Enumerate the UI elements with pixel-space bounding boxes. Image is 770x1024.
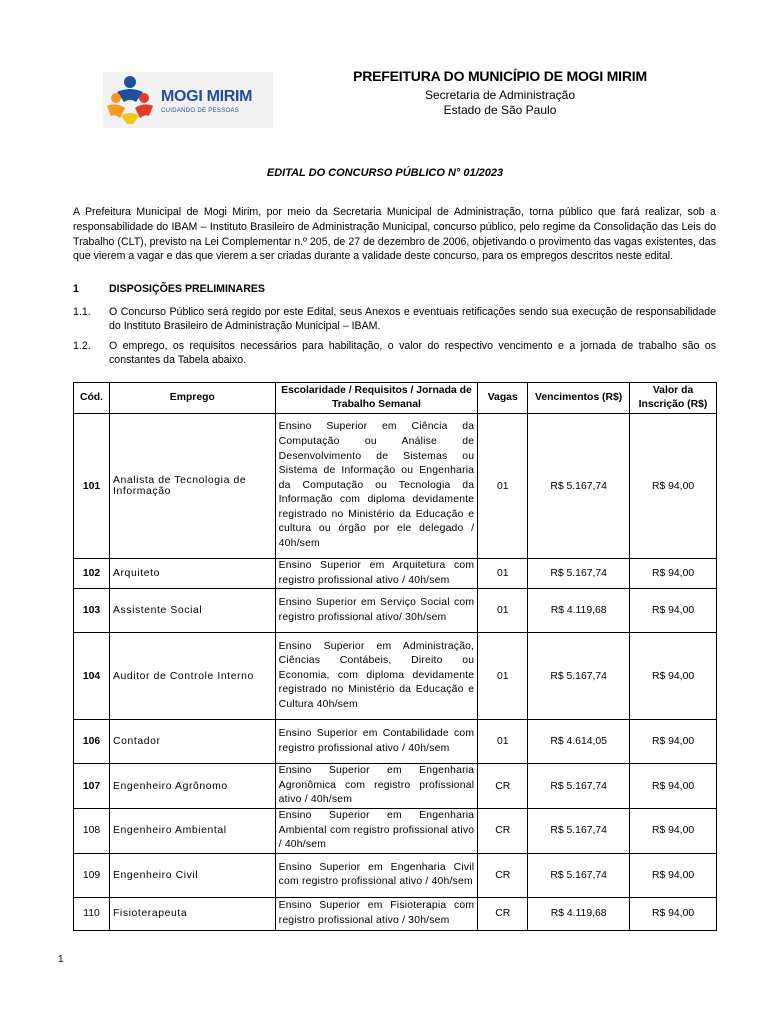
cell-emprego: Analista de Tecnologia de Informação bbox=[109, 414, 275, 559]
col-header-escolaridade: Escolaridade / Requisitos / Jornada de Trabalho Semanal bbox=[275, 383, 478, 414]
intro-paragraph: A Prefeitura Municipal de Mogi Mirim, por meio da Secretaria Municipal de Administração, torna público que fará realizar, sob a responsabilidade do IBAM – Instituto Brasileiro de Administração Municipal, concurso público, pelo regime da Consolidação das Leis do Trabalho (CLT), previsto na Lei Complementar n.º 205, de 27 de dezembro de 2006, objetivando o provimento das vagas existentes, das que vierem a vagar e das que vierem a ser criadas durante a validade deste concurso, para os empregos descritos neste edital. bbox=[73, 206, 716, 263]
cell-inscricao: R$ 94,00 bbox=[630, 414, 717, 559]
cell-code: 104 bbox=[74, 633, 110, 720]
cell-escolaridade: Ensino Superior em Administração, Ciências Contábeis, Direito ou Economia, com diploma devidamente registrado no Ministério da Educação e Cultura 40h/sem bbox=[275, 633, 478, 720]
cell-emprego: Fisioterapeuta bbox=[109, 897, 275, 930]
header-title: PREFEITURA DO MUNICÍPIO DE MOGI MIRIM bbox=[353, 68, 647, 84]
cell-code: 108 bbox=[74, 808, 110, 853]
logo-name: MOGI MIRIM bbox=[161, 88, 253, 105]
cell-inscricao: R$ 94,00 bbox=[630, 589, 717, 633]
col-header-vagas: Vagas bbox=[478, 383, 528, 414]
table-row bbox=[74, 853, 717, 897]
table-row bbox=[74, 897, 717, 930]
col-header-vencimentos: Vencimentos (R$) bbox=[528, 383, 630, 414]
cell-vagas: 01 bbox=[478, 633, 528, 720]
table-row bbox=[74, 559, 717, 589]
cell-vagas: 01 bbox=[478, 414, 528, 559]
cell-vagas: 01 bbox=[478, 559, 528, 589]
table-row bbox=[74, 808, 717, 853]
cell-vagas: 01 bbox=[478, 720, 528, 764]
cell-escolaridade: Ensino Superior em Ciência da Computação ou Análise de Desenvolvimento de Sistemas ou Sistema de Informação ou Engenharia da Computação ou Tecnologia da Informação com diploma devidamente registrado no Ministério da Educação e cultura ou órgão por ele delegado / 40h/sem bbox=[275, 414, 478, 559]
table-row bbox=[74, 589, 717, 633]
cell-escolaridade: Ensino Superior em Engenharia Ambiental com registro profissional ativo / 40h/sem bbox=[275, 808, 478, 853]
cell-vencimentos: R$ 4.614,05 bbox=[528, 720, 630, 764]
cell-vagas: CR bbox=[478, 853, 528, 897]
cell-code: 101 bbox=[74, 414, 110, 559]
cell-vagas: 01 bbox=[478, 589, 528, 633]
col-header-emprego: Emprego bbox=[109, 383, 275, 414]
cell-emprego: Engenheiro Agrônomo bbox=[109, 764, 275, 809]
edital-title: EDITAL DO CONCURSO PÚBLICO N° 01/2023 bbox=[266, 167, 504, 179]
item-1-1 bbox=[73, 305, 716, 334]
cell-inscricao: R$ 94,00 bbox=[630, 853, 717, 897]
municipality-logo bbox=[103, 72, 273, 128]
cell-code: 103 bbox=[74, 589, 110, 633]
table-row bbox=[74, 764, 717, 809]
page-number: 1 bbox=[58, 954, 64, 965]
cell-emprego: Contador bbox=[109, 720, 275, 764]
cell-emprego: Assistente Social bbox=[109, 589, 275, 633]
cell-vencimentos: R$ 5.167,74 bbox=[528, 764, 630, 809]
cell-vencimentos: R$ 5.167,74 bbox=[528, 633, 630, 720]
cell-vagas: CR bbox=[478, 764, 528, 809]
logo-tagline: CUIDANDO DE PESSOAS bbox=[161, 108, 240, 114]
cell-emprego: Engenheiro Civil bbox=[109, 853, 275, 897]
cell-inscricao: R$ 94,00 bbox=[630, 764, 717, 809]
cell-emprego: Auditor de Controle Interno bbox=[109, 633, 275, 720]
cell-inscricao: R$ 94,00 bbox=[630, 633, 717, 720]
cell-code: 109 bbox=[74, 853, 110, 897]
cell-code: 107 bbox=[74, 764, 110, 809]
cell-escolaridade: Ensino Superior em Arquitetura com registro profissional ativo / 40h/sem bbox=[275, 559, 478, 589]
cell-inscricao: R$ 94,00 bbox=[630, 559, 717, 589]
cell-vencimentos: R$ 5.167,74 bbox=[528, 559, 630, 589]
item-1-2 bbox=[73, 339, 716, 368]
section-number: 1 bbox=[73, 283, 79, 295]
cell-vencimentos: R$ 5.167,74 bbox=[528, 414, 630, 559]
table-row bbox=[74, 633, 717, 720]
cell-emprego: Arquiteto bbox=[109, 559, 275, 589]
jobs-table bbox=[73, 382, 717, 931]
cell-escolaridade: Ensino Superior em Engenharia Civil com registro profissional ativo / 40h/sem bbox=[275, 853, 478, 897]
header-department: Secretaria de Administração bbox=[424, 88, 576, 102]
cell-inscricao: R$ 94,00 bbox=[630, 808, 717, 853]
table-row bbox=[74, 720, 717, 764]
item-number: 1.1. bbox=[73, 306, 91, 318]
cell-vagas: CR bbox=[478, 897, 528, 930]
cell-vagas: CR bbox=[478, 808, 528, 853]
cell-escolaridade: Ensino Superior em Contabilidade com registro profissional ativo / 40h/sem bbox=[275, 720, 478, 764]
cell-emprego: Engenheiro Ambiental bbox=[109, 808, 275, 853]
cell-inscricao: R$ 94,00 bbox=[630, 720, 717, 764]
cell-vencimentos: R$ 4.119,68 bbox=[528, 589, 630, 633]
cell-vencimentos: R$ 4.119,68 bbox=[528, 897, 630, 930]
col-header-code: Cód. bbox=[74, 383, 110, 414]
table-header-row bbox=[74, 383, 717, 414]
section-title: DISPOSIÇÕES PRELIMINARES bbox=[109, 283, 265, 295]
cell-escolaridade: Ensino Superior em Fisioterapia com registro profissional ativo / 30h/sem bbox=[275, 897, 478, 930]
cell-vencimentos: R$ 5.167,74 bbox=[528, 853, 630, 897]
document-header bbox=[300, 68, 700, 117]
cell-code: 102 bbox=[74, 559, 110, 589]
cell-inscricao: R$ 94,00 bbox=[630, 897, 717, 930]
col-header-inscricao: Valor da Inscrição (R$) bbox=[630, 383, 717, 414]
cell-escolaridade: Ensino Superior em Engenharia Agronômica com registro profissional ativo / 40h/sem bbox=[275, 764, 478, 809]
cell-code: 110 bbox=[74, 897, 110, 930]
item-text: O Concurso Público será regido por este Edital, seus Anexos e eventuais retificações sendo sua execução de responsabilidade do Instituto Brasileiro de Administração Municipal – IBAM. bbox=[109, 306, 716, 333]
cell-escolaridade: Ensino Superior em Serviço Social com registro profissional ativo/ 30h/sem bbox=[275, 589, 478, 633]
header-state: Estado de São Paulo bbox=[443, 103, 557, 117]
section-heading bbox=[73, 283, 265, 295]
cell-vencimentos: R$ 5.167,74 bbox=[528, 808, 630, 853]
item-number: 1.2. bbox=[73, 340, 91, 352]
item-text: O emprego, os requisitos necessários para habilitação, o valor do respectivo vencimento e a jornada de trabalho são os constantes da Tabela abaixo. bbox=[109, 340, 716, 367]
cell-code: 106 bbox=[74, 720, 110, 764]
table-row bbox=[74, 414, 717, 559]
